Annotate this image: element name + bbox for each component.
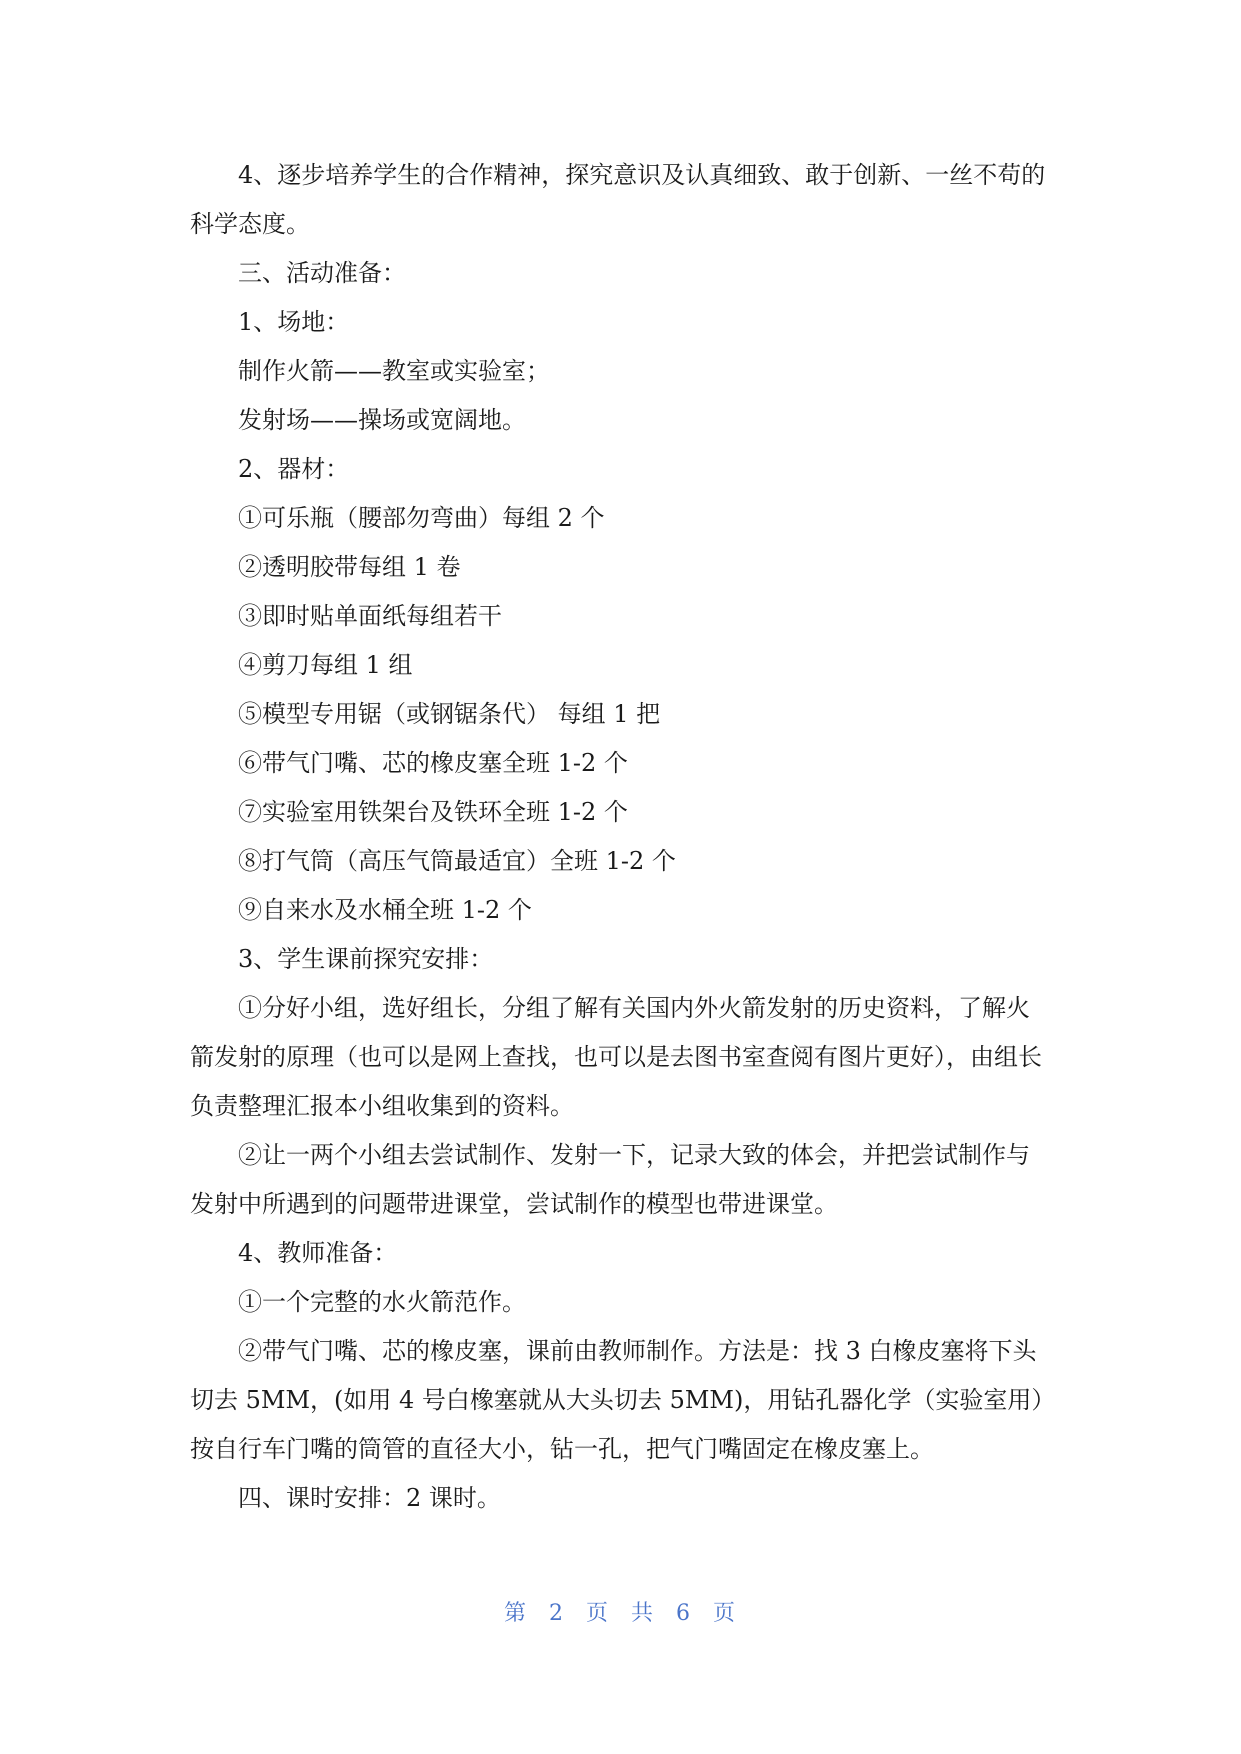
total-page-number: 6 xyxy=(676,1601,693,1626)
footer-word-gong: 共 xyxy=(631,1601,656,1626)
list-item: ⑤模型专用锯（或钢锯条代） 每组 1 把 xyxy=(238,700,661,728)
paragraph: ①分好小组，选好组长，分组了解有关国内外火箭发射的历史资料，了解火箭发射的原理（也可以是网上查找，也可以是去图书室查阅有图片更好），由组长负责整理汇报本小组收集到的资料。 xyxy=(190,994,1042,1120)
paragraph: 4、逐步培养学生的合作精神，探究意识及认真细致、敢于创新、一丝不苟的科学态度。 xyxy=(190,161,1046,238)
list-item: ⑧打气筒（高压气筒最适宜）全班 1-2 个 xyxy=(238,847,676,875)
page-footer xyxy=(0,1596,1241,1627)
list-item: ⑦实验室用铁架台及铁环全班 1-2 个 xyxy=(238,798,628,826)
list-item: ⑨自来水及水桶全班 1-2 个 xyxy=(238,896,532,924)
subheading: 2、器材： xyxy=(238,455,350,483)
list-item: ①可乐瓶（腰部勿弯曲）每组 2 个 xyxy=(238,504,605,532)
footer-word-ye-2: 页 xyxy=(713,1601,738,1626)
footer-word-ye: 页 xyxy=(585,1601,610,1626)
paragraph: 制作火箭——教室或实验室； xyxy=(238,357,550,385)
subheading: 3、学生课前探究安排： xyxy=(238,945,494,973)
list-item: ②透明胶带每组 1 卷 xyxy=(238,553,461,581)
subheading: 1、场地： xyxy=(238,308,350,336)
section-heading: 四、课时安排：2 课时。 xyxy=(238,1484,501,1512)
paragraph: 发射场——操场或宽阔地。 xyxy=(238,406,526,434)
list-item: ③即时贴单面纸每组若干 xyxy=(238,602,502,630)
list-item: ①一个完整的水火箭范作。 xyxy=(238,1288,526,1316)
document-body xyxy=(190,151,1052,1523)
list-item: ⑥带气门嘴、芯的橡皮塞全班 1-2 个 xyxy=(238,749,628,777)
footer-word-di: 第 xyxy=(503,1601,528,1626)
list-item: ④剪刀每组 1 组 xyxy=(238,651,413,679)
section-heading: 三、活动准备： xyxy=(238,259,406,287)
paragraph: ②带气门嘴、芯的橡皮塞，课前由教师制作。方法是：找 3 白橡皮塞将下头切去 5MM，(如用 4 号白橡塞就从大头切去 5MM)，用钻孔器化学（实验室用）按自行车门嘴的筒管的直径大小，钻一孔，把气门嘴固定在橡皮塞上。 xyxy=(190,1337,1044,1463)
current-page-number: 2 xyxy=(548,1601,565,1626)
paragraph: ②让一两个小组去尝试制作、发射一下，记录大致的体会，并把尝试制作与发射中所遇到的问题带进课堂，尝试制作的模型也带进课堂。 xyxy=(190,1141,1030,1218)
subheading: 4、教师准备： xyxy=(238,1239,398,1267)
